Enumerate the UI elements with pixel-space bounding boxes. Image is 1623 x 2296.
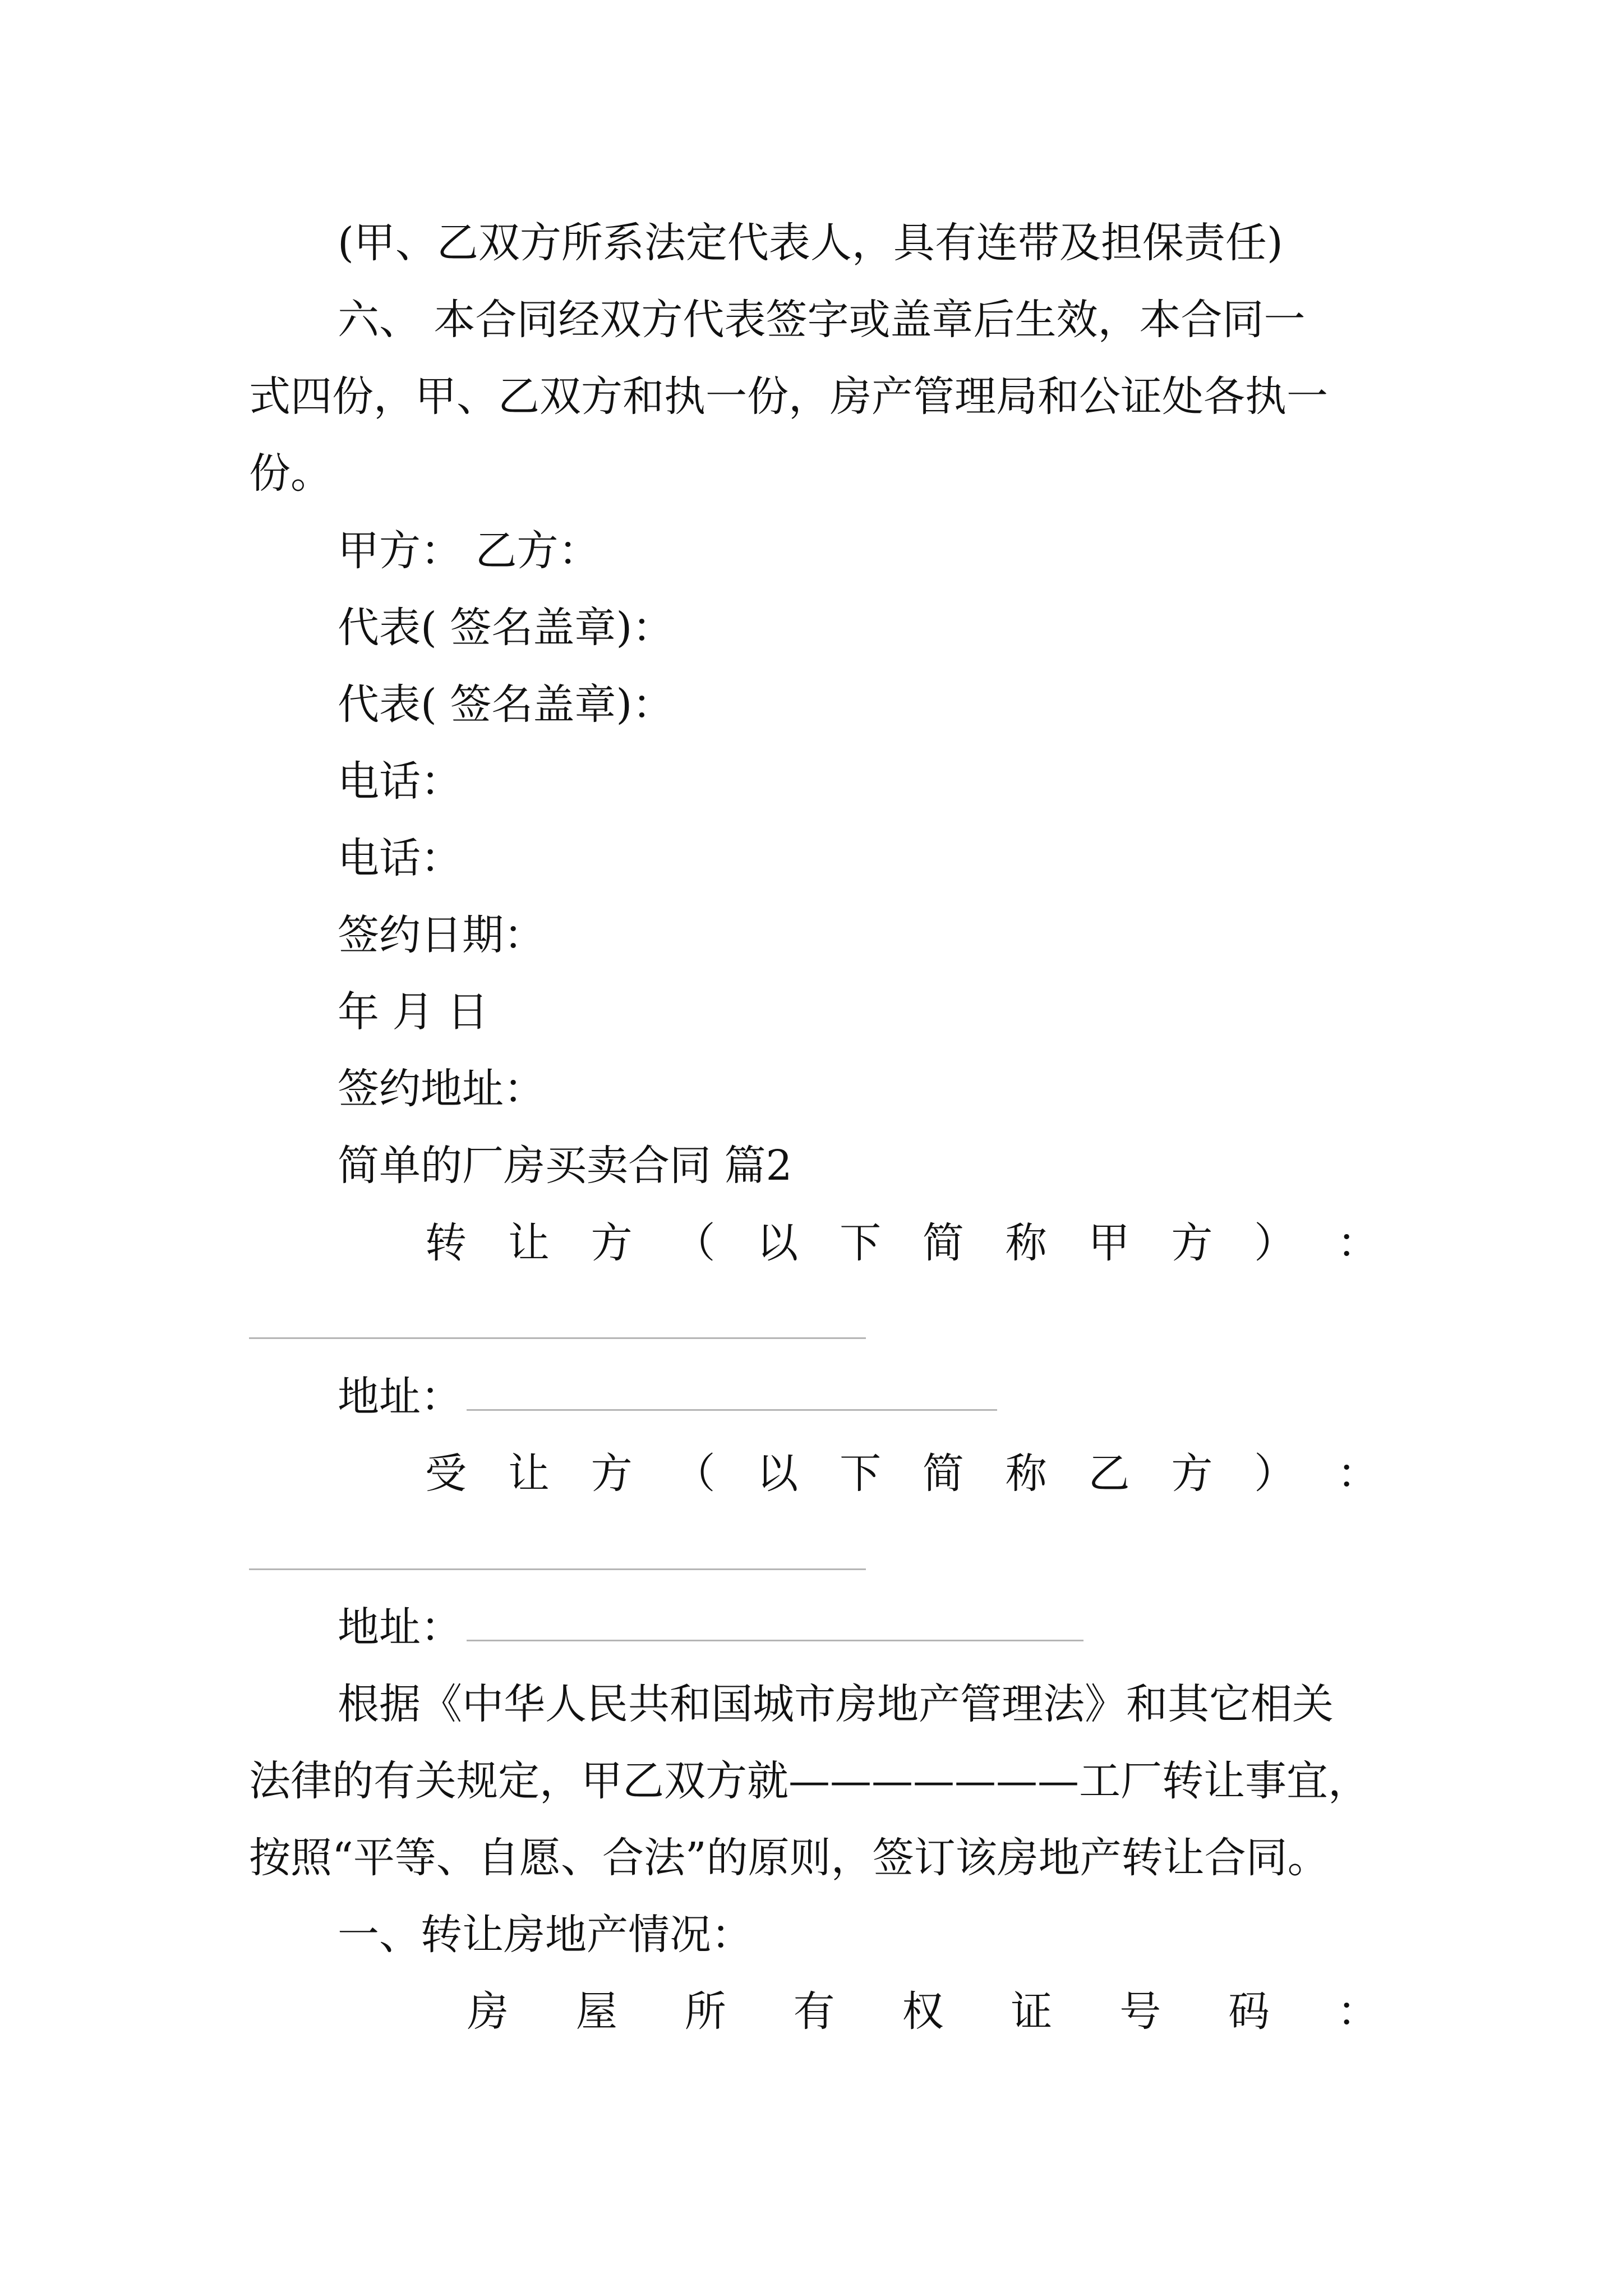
phone-label-b: 电话：: [338, 834, 462, 882]
guarantee-note: (甲、乙双方所系法定代表人，具有连带及担保责任): [338, 219, 1283, 267]
party-a-b-label: 甲方： 乙方：: [338, 527, 600, 575]
transferor-char: ：: [1336, 1219, 1378, 1267]
certificate-char: 号: [1119, 1987, 1161, 2036]
transferee-char: 方: [591, 1450, 633, 1498]
preamble-line-2: 法律的有关规定，甲乙双方就———————工厂转让事宜，: [249, 1757, 1370, 1805]
transferor-char: 让: [508, 1219, 550, 1267]
transferor-address-label: 地址：: [338, 1369, 997, 1425]
certificate-char: 屋: [575, 1987, 617, 2036]
certificate-char: 房: [467, 1987, 509, 2036]
representative-signature-a: 代表( 签名盖章)：: [338, 604, 674, 652]
signing-address-label: 签约地址：: [338, 1065, 545, 1113]
transferee-address-blank: [467, 1640, 1083, 1641]
clause-six-line-3: 份。: [249, 449, 332, 498]
clause-six-line-1: 六、 本合同经双方代表签字或盖章后生效，本合同一: [338, 296, 1306, 344]
transferor-name-blank: [249, 1337, 866, 1339]
section-heading: 简单的厂房买卖合同 篇2: [338, 1142, 792, 1190]
clause-six-line-2: 式四份，甲、乙双方和执一份，房产管理局和公证处各执一: [249, 372, 1328, 421]
transferee-char: 受: [425, 1450, 467, 1498]
transferee-address-label: 地址：: [338, 1599, 1083, 1655]
transferor-label: [425, 1215, 1378, 1271]
transferor-char: 转: [425, 1219, 467, 1267]
signing-date-label: 签约日期：: [338, 911, 545, 959]
transferor-char: 方: [1171, 1219, 1213, 1267]
transferor-char: 以: [757, 1219, 799, 1267]
transferee-name-blank: [249, 1568, 866, 1570]
transferee-char: （: [674, 1450, 716, 1498]
transferor-char: 称: [1005, 1219, 1047, 1267]
transferee-char: ：: [1336, 1450, 1378, 1498]
transferor-char: ）: [1254, 1219, 1296, 1267]
preamble-line-3: 按照“平等、自愿、合法”的原则，签订该房地产转让合同。: [249, 1834, 1329, 1882]
certificate-char: ：: [1337, 1987, 1378, 2036]
certificate-char: 码: [1228, 1987, 1270, 2036]
date-fields: 年 月 日: [338, 988, 489, 1036]
certificate-char: 证: [1011, 1987, 1053, 2036]
transferee-label: [425, 1446, 1378, 1502]
transferor-char: （: [674, 1219, 716, 1267]
certificate-number-label: [467, 1984, 1378, 2040]
transferee-char: 乙: [1088, 1450, 1130, 1498]
certificate-char: 所: [684, 1987, 726, 2036]
preamble-line-1: 根据《中华人民共和国城市房地产管理法》和其它相关: [338, 1680, 1334, 1728]
transferor-char: 方: [591, 1219, 633, 1267]
transferee-char: 下: [840, 1450, 882, 1498]
certificate-char: 权: [902, 1987, 944, 2036]
transferor-char: 甲: [1088, 1219, 1130, 1267]
section-one-heading: 一、转让房地产情况：: [338, 1911, 753, 1959]
transferee-char: 以: [757, 1450, 799, 1498]
transferee-char: 方: [1171, 1450, 1213, 1498]
transferor-address-blank: [467, 1409, 997, 1411]
transferee-char: 称: [1005, 1450, 1047, 1498]
certificate-char: 有: [793, 1987, 835, 2036]
transferee-char: 让: [508, 1450, 550, 1498]
transferor-char: 下: [840, 1219, 882, 1267]
phone-label-a: 电话：: [338, 757, 462, 806]
representative-signature-b: 代表( 签名盖章)：: [338, 680, 674, 729]
transferor-char: 简: [922, 1219, 964, 1267]
transferee-char: 简: [922, 1450, 964, 1498]
transferee-char: ）: [1254, 1450, 1296, 1498]
